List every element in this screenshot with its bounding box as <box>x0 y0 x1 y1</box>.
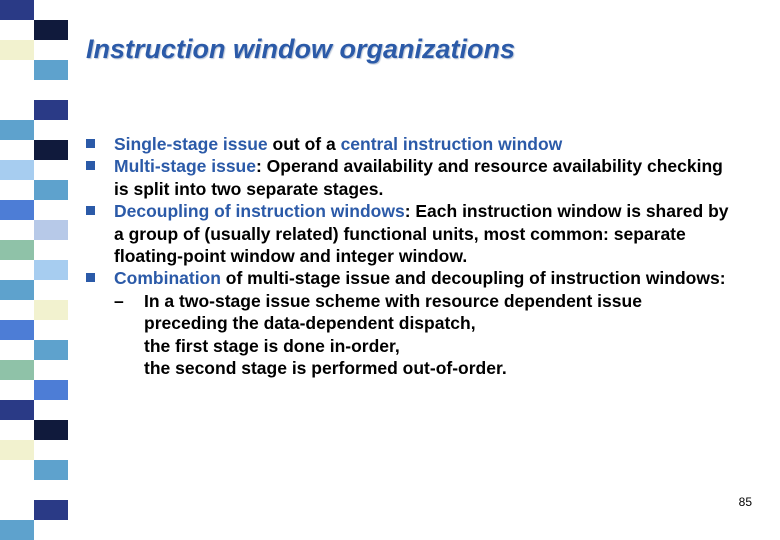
stripe-square <box>0 0 34 20</box>
bullet-accent-text: central instruction window <box>340 134 563 154</box>
sub-bullet-line: the first stage is done in-order, <box>144 335 400 356</box>
bullet-text: : Each instruction window is shared by a group of (usually related) functional units, most common: separate floating-point window and integer window. <box>114 201 729 267</box>
sub-bullet-item <box>86 290 736 380</box>
sub-bullet-line: preceding the data-dependent dispatch, <box>144 313 476 334</box>
stripe-square <box>0 80 34 100</box>
stripe-square <box>0 280 34 300</box>
stripe-square <box>0 520 34 540</box>
bullet-item <box>86 267 736 289</box>
stripe-square <box>0 440 34 460</box>
sub-bullet-line: In a two-stage issue scheme with resource dependent issue <box>144 290 642 311</box>
stripe-square <box>34 380 68 400</box>
stripe-square <box>34 460 68 480</box>
square-bullet-icon <box>86 161 95 170</box>
dash-bullet-icon: – <box>114 290 124 311</box>
page-number: 85 <box>738 495 752 509</box>
bullet-accent-text: Combination <box>114 268 221 289</box>
stripe-square <box>34 300 68 320</box>
stripe-square <box>0 320 34 340</box>
stripe-square <box>34 260 68 280</box>
bullet-text: : Operand availability and resource availability checking is split into two separate stages. <box>114 156 723 199</box>
bullet-text: out of a <box>267 134 341 154</box>
stripe-square <box>34 100 68 120</box>
stripe-square <box>34 60 68 80</box>
bullet-accent-text: Single-stage issue <box>114 134 268 154</box>
stripe-square <box>0 160 34 180</box>
slide-body <box>86 133 736 379</box>
stripe-square <box>0 40 34 60</box>
stripe-square <box>34 140 68 160</box>
bullet-item <box>86 200 736 267</box>
stripe-square <box>0 400 34 420</box>
square-bullet-icon <box>86 273 95 282</box>
stripe-square <box>34 220 68 240</box>
square-bullet-icon <box>86 139 95 148</box>
stripe-square <box>34 180 68 200</box>
stripe-square <box>0 120 34 140</box>
stripe-square <box>0 200 34 220</box>
slide-title: Instruction window organizations <box>86 34 515 64</box>
stripe-square <box>0 480 34 500</box>
stripe-square <box>34 20 68 40</box>
bullet-item <box>86 133 736 155</box>
stripe-square <box>34 500 68 520</box>
decorative-stripe <box>0 0 68 540</box>
stripe-square <box>0 360 34 380</box>
bullet-text: of multi-stage issue and decoupling of instruction windows: <box>220 268 726 289</box>
stripe-square <box>34 340 68 360</box>
sub-bullet-line: the second stage is performed out-of-order. <box>144 358 507 379</box>
bullet-accent-text: Multi-stage issue <box>114 156 256 177</box>
square-bullet-icon <box>86 206 95 215</box>
stripe-square <box>0 240 34 260</box>
bullet-accent-text: Decoupling of instruction windows <box>114 201 405 222</box>
bullet-item <box>86 155 736 200</box>
stripe-square <box>34 420 68 440</box>
